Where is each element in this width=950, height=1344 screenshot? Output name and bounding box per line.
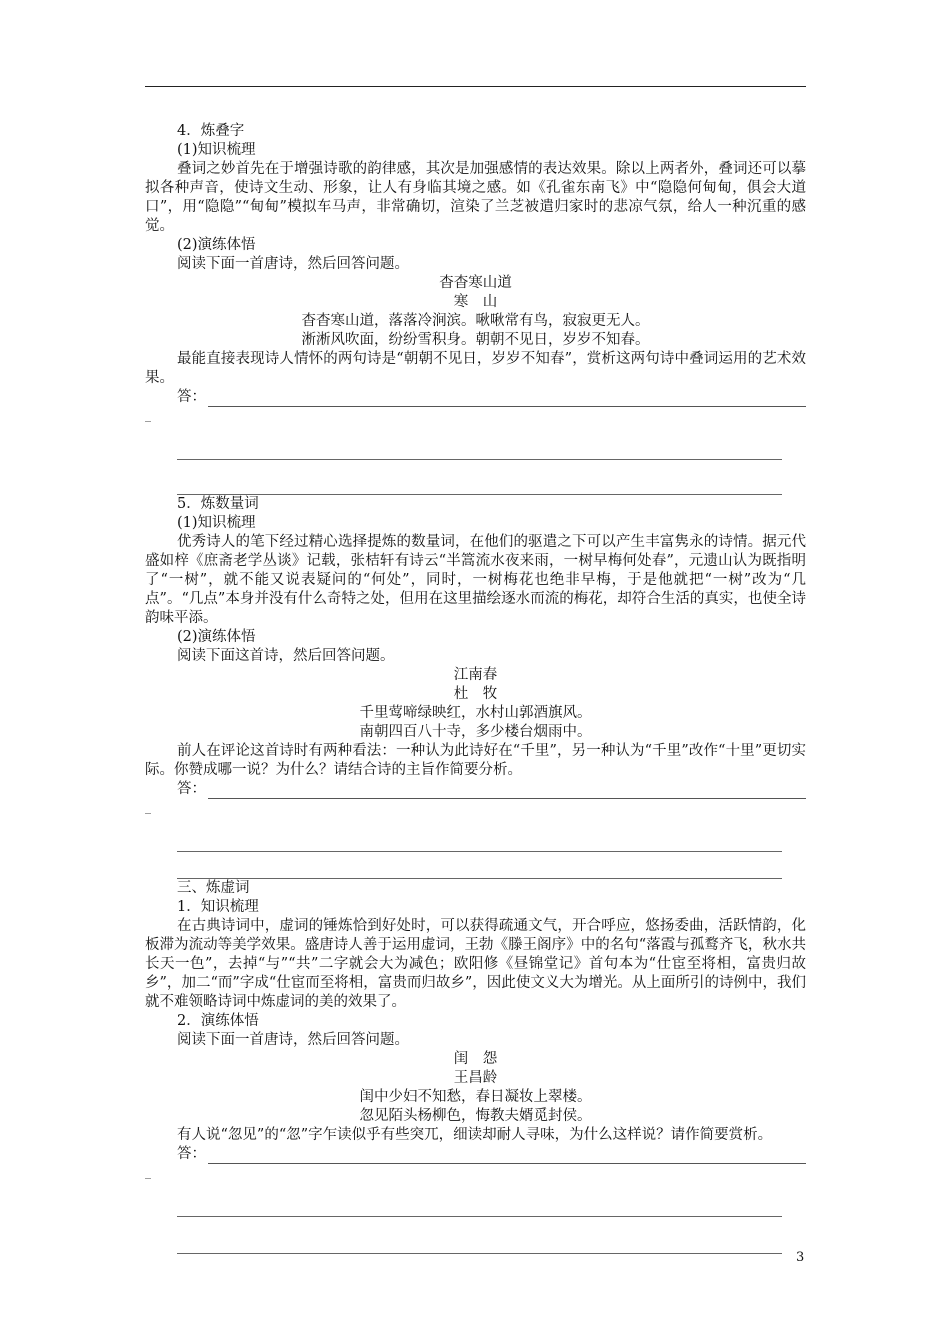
section-heading: 4．炼叠字: [177, 123, 245, 139]
question-text: 有人说“忽见”的“忽”字乍读似乎有些突兀，细读却耐人寻味，为什么这样说？请作简要赏析。: [177, 1127, 773, 1143]
answer-label: 答：: [177, 781, 206, 797]
poem-author: 寒 山: [453, 294, 498, 310]
poem-line: 闺中少妇不知愁，春日凝妆上翠楼。: [359, 1089, 592, 1105]
question-text: 前人在评论这首诗时有两种看法：一种认为此诗好在“千里”，另一种认为“千里”改作“十里”更切实际。你赞成哪一说？为什么？请结合诗的主旨作简要分析。: [145, 743, 806, 778]
poem-title: 闺 怨: [453, 1051, 498, 1067]
poem-line: 淅淅风吹面，纷纷雪积身。朝朝不见日，岁岁不知春。: [301, 332, 650, 348]
answer-blank-line[interactable]: [177, 1180, 782, 1217]
page-number: 3: [796, 1250, 805, 1265]
poem-title: 江南春: [453, 667, 498, 683]
dash-mark: _: [145, 800, 151, 814]
section-doubled-words: [145, 122, 806, 495]
answer-label: 答：: [177, 389, 206, 405]
knowledge-paragraph: 叠词之妙首先在于增强诗歌的韵律感，其次是加强感情的表达效果。除以上两者外，叠词还可以摹拟各种声音，使诗文生动、形象，让人有身临其境之感。如《孔雀东南飞》中“隐隐何甸甸，俱会大道口”，用“隐隐”“甸甸”模拟车马声，非常确切，渲染了兰芝被遣归家时的悲凉气氛，给人一种沉重的感觉。: [145, 161, 806, 234]
instruction: 阅读下面一首唐诗，然后回答问题。: [177, 1032, 409, 1048]
question-text: 最能直接表现诗人情怀的两句诗是“朝朝不见日，岁岁不知春”，赏析这两句诗中叠词运用的艺术效果。: [145, 351, 806, 386]
answer-line[interactable]: [208, 394, 806, 407]
subheading-knowledge: (1)知识梳理: [177, 142, 256, 158]
section-function-words: [145, 879, 806, 1254]
subheading-practice: (2)演练体悟: [177, 237, 256, 253]
answer-line[interactable]: [208, 1151, 806, 1164]
poem-line: 忽见陌头杨柳色，悔教夫婿觅封侯。: [359, 1108, 592, 1124]
poem-line: 杳杳寒山道，落落冷涧滨。啾啾常有鸟，寂寂更无人。: [301, 313, 650, 329]
subheading-knowledge: (1)知识梳理: [177, 515, 256, 531]
knowledge-paragraph: 优秀诗人的笔下经过精心选择提炼的数量词，在他们的驱遣之下可以产生丰富隽永的诗情。据元代盛如梓《庶斋老学丛谈》记载，张桔轩有诗云“半篙流水夜来雨，一树早梅何处春”，元遗山认为既指明了“一树”，就不能又说表疑问的“何处”，同时，一树梅花也绝非早梅，于是他就把“一树”改为“几点”。“几点”本身并没有什么奇特之处，但用在这里描绘逐水而流的梅花，却符合生活的真实，也使全诗韵味平添。: [145, 534, 806, 626]
answer-blank-line[interactable]: [177, 852, 782, 879]
answer-line[interactable]: [208, 786, 806, 799]
subheading-practice: (2)演练体悟: [177, 629, 256, 645]
answer-field[interactable]: [145, 780, 806, 799]
poem-author: 杜 牧: [453, 686, 498, 702]
dash-mark: _: [145, 1165, 151, 1179]
answer-blank-line[interactable]: [177, 815, 782, 852]
section-heading: 三、炼虚词: [177, 880, 250, 896]
section-heading: 5．炼数量词: [177, 496, 259, 512]
answer-blank-line[interactable]: [177, 1217, 782, 1254]
answer-field[interactable]: [145, 388, 806, 407]
instruction: 阅读下面一首唐诗，然后回答问题。: [177, 256, 409, 272]
poem-line: 千里莺啼绿映红，水村山郭酒旗风。: [359, 705, 592, 721]
poem-line: 南朝四百八十寺，多少楼台烟雨中。: [359, 724, 592, 740]
answer-label: 答：: [177, 1146, 206, 1162]
instruction: 阅读下面这首诗，然后回答问题。: [177, 648, 395, 664]
answer-field[interactable]: [145, 1145, 806, 1164]
knowledge-paragraph: 在古典诗词中，虚词的锤炼恰到好处时，可以获得疏通文气，开合呼应，悠扬委曲，活跃情韵，化板滞为流动等美学效果。盛唐诗人善于运用虚词，王勃《滕王阁序》中的名句“落霞与孤鹜齐飞，秋水共长天一色”，去掉“与”“共”二字就会大为减色；欧阳修《昼锦堂记》首句本为“仕宦至将相，富贵归故乡”，加二“而”字成“仕宦而至将相，富贵而归故乡”，因此使文义大为增光。从上面所引的诗例中，我们就不难领略诗词中炼虚词的美的效果了。: [145, 918, 806, 1010]
poem-author: 王昌龄: [453, 1070, 498, 1086]
page-content: [145, 122, 806, 1254]
answer-blank-line[interactable]: [177, 460, 782, 495]
subheading-knowledge: 1．知识梳理: [177, 899, 259, 915]
section-numerals: [145, 495, 806, 879]
header-rule: [145, 86, 806, 87]
answer-blank-line[interactable]: [177, 423, 782, 460]
poem-title: 杳杳寒山道: [439, 275, 512, 291]
dash-mark: _: [145, 408, 151, 422]
subheading-practice: 2．演练体悟: [177, 1013, 259, 1029]
